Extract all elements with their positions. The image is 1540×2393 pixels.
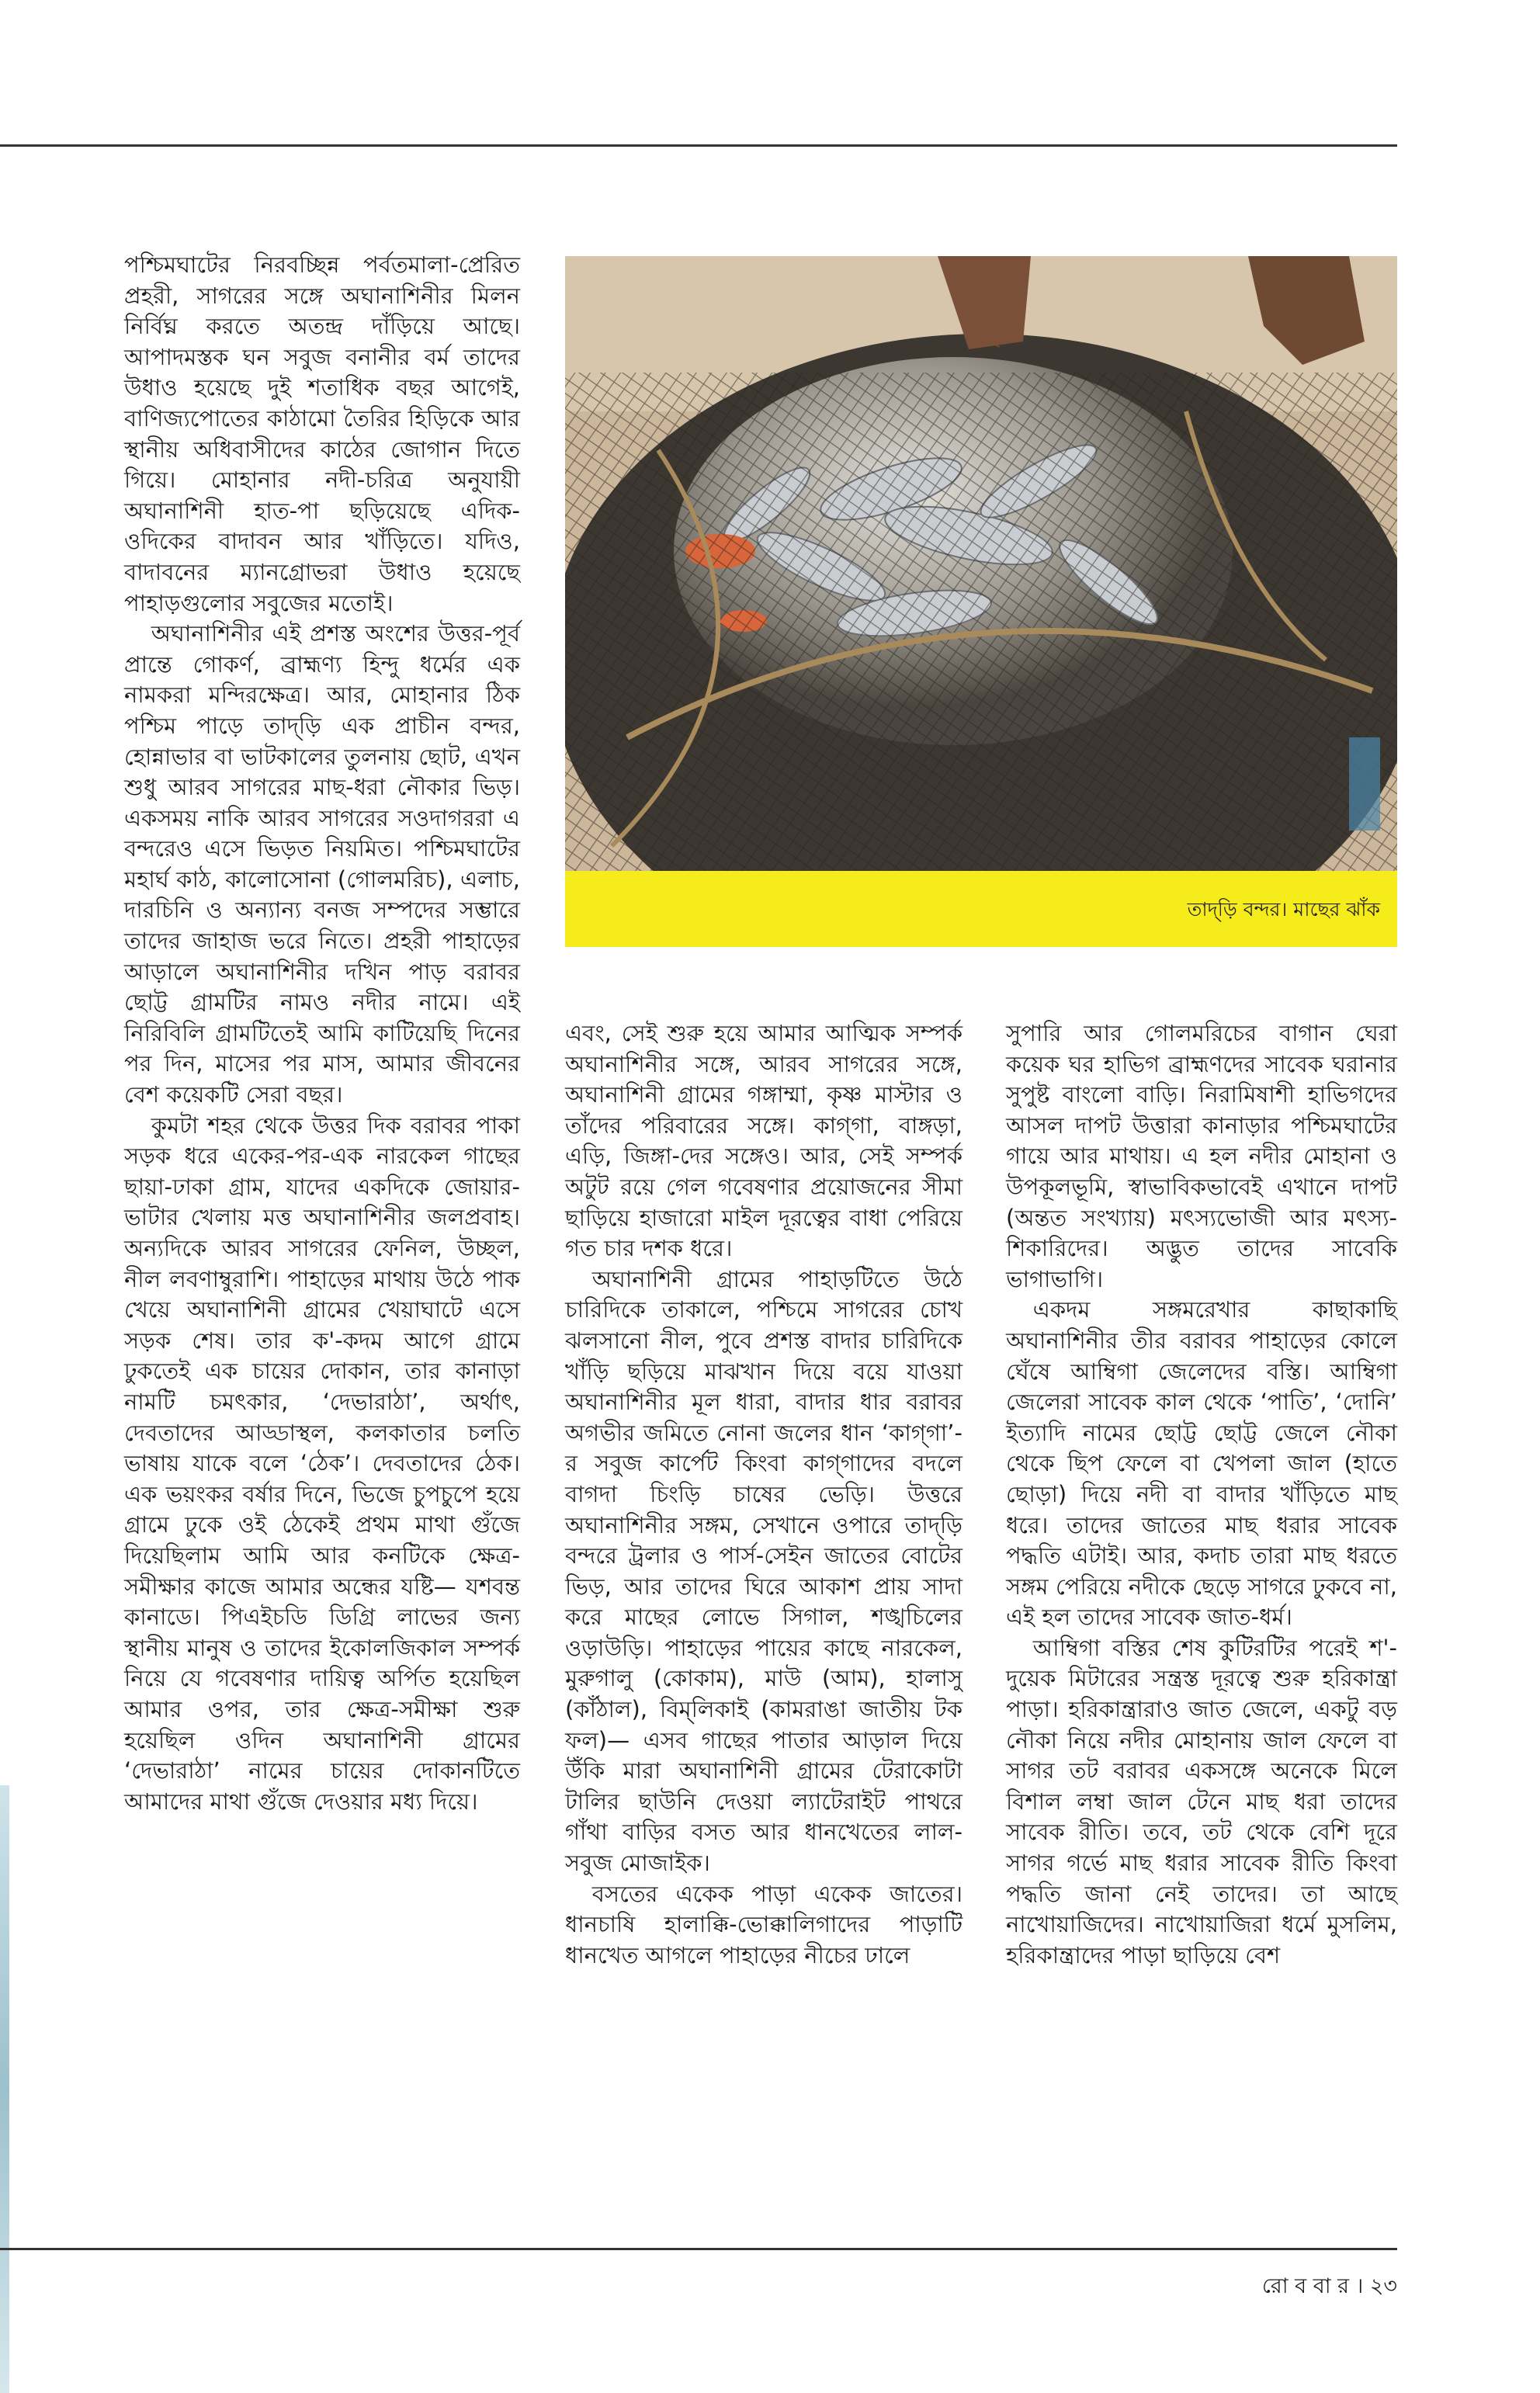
page-number: ২৩ (1369, 2274, 1397, 2298)
paragraph: আম্বিগা বস্তির শেষ কুটিরটির পরেই শ'-দুয়েক মিটারের সন্ত্রস্ত দূরত্বে শুরু হরিকান্ত্রা পাড়া। হরিকান্ত্রারাও জাত জেলে, একটু বড় নৌকা নিয়ে নদীর মোহানায় জাল ফেলে বা সাগর তট বরাবর একসঙ্গে অনেকে মিলে বিশাল লম্বা জাল টেনে মাছ ধরা তাদের সাবেক রীতি। তবে, তট থেকে বেশি দূরে সাগর গর্ভে মাছ ধরার সাবেক রীতি কিংবা পদ্ধতি জানা নেই তাদের। তা আছে নাখোয়াজিদের। নাখোয়াজিরা ধর্মে মুসলিম, হরিকান্ত্রাদের পাড়া ছাড়িয়ে বেশ (1006, 1634, 1397, 1968)
paragraph: একদম সঙ্গমরেখার কাছাকাছি অঘানাশিনীর তীর বরাবর পাহাড়ের কোলে ঘেঁষে আম্বিগা জেলেদের বস্তি। আম্বিগা জেলেরা সাবেক কাল থেকে ‘পাতি’, ‘দোনি’ ইত্যাদি নামের ছোট্ট ছোট্ট জেলে নৌকা থেকে ছিপ ফেলে বা খেপলা জাল (হাতে ছোড়া) দিয়ে নদী বা বাদার খাঁড়িতে মাছ ধরে। তাদের জাতের মাছ ধরার সাবেক পদ্ধতি এটাই। আর, কদাচ তারা মাছ ধরতে সঙ্গম পেরিয়ে নদীকে ছেড়ে সাগরে ঢুকবে না, এই হল তাদের সাবেক জাত-ধর্ম। (1006, 1296, 1397, 1631)
paragraph: অঘানাশিনী গ্রামের পাহাড়টিতে উঠে চারিদিকে তাকালে, পশ্চিমে সাগরের চোখ ঝলসানো নীল, পুবে প্রশস্ত বাদার চারিদিকে খাঁড়ি ছড়িয়ে মাঝখান দিয়ে বয়ে যাওয়া অঘানাশিনীর মূল ধারা, বাদার ধার বরাবর অগভীর জমিতে নোনা জলের ধান ‘কাগ্‌গা’-র সবুজ কার্পেট কিংবা কাগ্‌গাদের বদলে বাগদা চিংড়ি চাষের ভেড়ি। উত্তরে অঘানাশিনীর সঙ্গম, সেখানে ওপারে তাদ্‌ড়ি বন্দরে ট্রলার ও পার্স-সেইন জাতের বোটের ভিড়, আর তাদের ঘিরে আকাশ প্রায় সাদা করে মাছের লোভে সিগাল, শঙ্খচিলের ওড়াউড়ি। পাহাড়ের পায়ের কাছে নারকেল, মুরুগালু (কোকাম), মাউ (আম), হালাসু (কাঁঠাল), বিম্‌লিকাই (কামরাঙা জাতীয় টক ফল)— এসব গাছের পাতার আড়াল দিয়ে উঁকি মারা অঘানাশিনী গ্রামের টেরাকোটা টালির ছাউনি দেওয়া ল্যাটেরাইট পাথরে গাঁথা বাড়ির বসত আর ধানখেতের লাল-সবুজ মোজাইক। (565, 1265, 962, 1877)
paragraph: বসতের একেক পাড়া একেক জাতের। ধানচাষি হালাক্কি-ভোক্কালিগাদের পাড়াটি ধানখেত আগলে পাহাড়ের নীচের ঢালে (565, 1880, 962, 1968)
fish-net-image (565, 256, 1397, 947)
paragraph: সুপারি আর গোলমরিচের বাগান ঘেরা কয়েক ঘর হাভিগ ব্রাহ্মণদের সাবেক ঘরানার সুপুষ্ট বাংলো বাড়ি। নিরামিষাশী হাভিগদের আসল দাপট উত্তারা কানাড়ার পশ্চিমঘাটের গায়ে আর মাথায়। এ হল নদীর মোহানা ও উপকূলভূমি, স্বাভাবিকভাবেই এখানে দাপট (অন্তত সংখ্যায়) মৎস্যভোজী আর মৎস্য-শিকারিদের। অদ্ভুত তাদের সাবেকি ভাগাভাগি। (1006, 1020, 1397, 1292)
bottom-rule (0, 2248, 1397, 2250)
left-edge-strip (0, 1785, 9, 2393)
photo-caption: তাদ্‌ড়ি বন্দর। মাছের ঝাঁক (1187, 898, 1380, 921)
fish-catch-photo (565, 256, 1397, 947)
paragraph: কুমটা শহর থেকে উত্তর দিক বরাবর পাকা সড়ক ধরে একের-পর-এক নারকেল গাছের ছায়া-ঢাকা গ্রাম, যাদের একদিকে জোয়ার-ভাটার খেলায় মত্ত অঘানাশিনীর জলপ্রবাহ। অন্যদিকে আরব সাগরের ফেনিল, উচ্ছল, নীল লবণাম্বুরাশি। পাহাড়ের মাথায় উঠে পাক খেয়ে অঘানাশিনী গ্রামের খেয়াঘাটে এসে সড়ক শেষ। তার ক'-কদম আগে গ্রামে ঢুকতেই এক চায়ের দোকান, তার কানাড়া নামটি চমৎকার, ‘দেভারাঠা’, অর্থাৎ, দেবতাদের আড্ডাস্থল, কলকাতার চলতি ভাষায় যাকে বলে ‘ঠেক’। দেবতাদের ঠেক। এক ভয়ংকর বর্ষার দিনে, ভিজে চুপচুপে হয়ে গ্রামে ঢুকে ওই ঠেকেই প্রথম মাথা গুঁজে দিয়েছিলাম আমি আর কনটিকে ক্ষেত্র-সমীক্ষার কাজে আমার অন্ধের যষ্টি— যশবন্ত কানাডে। পিএইচডি ডিগ্রি লাভের জন্য স্থানীয় মানুষ ও তাদের ইকোলজিকাল সম্পর্ক নিয়ে যে গবেষণার দায়িত্ব অর্পিত হয়েছিল আমার ওপর, তার ক্ষেত্র-সমীক্ষা শুরু হয়েছিল ওদিন অঘানাশিনী গ্রামের ‘দেভারাঠা’ নামের চায়ের দোকানটিতে আমাদের মাথা গুঁজে দেওয়ার মধ্য দিয়ে। (124, 1112, 520, 1815)
magazine-name: রো ব বা র (1261, 2274, 1350, 2298)
top-rule (0, 144, 1397, 147)
paragraph: অঘানাশিনীর এই প্রশস্ত অংশের উত্তর-পূর্ব প্রান্তে গোকর্ণ, ব্রাহ্মণ্য হিন্দু ধর্মের এক নামকরা মন্দিরক্ষেত্র। আর, মোহানার ঠিক পশ্চিম পাড়ে তাদ্‌ড়ি এক প্রাচীন বন্দর, হোন্নাভার বা ভাটকালের তুলনায় ছোট, এখন শুধু আরব সাগরের মাছ-ধরা নৌকার ভিড়। একসময় নাকি আরব সাগরের সওদাগররা এ বন্দরেও এসে ভিড়ত নিয়মিত। পশ্চিমঘাটের মহার্ঘ কাঠ, কালোসোনা (গোলমরিচ), এলাচ, দারচিনি ও অন্যান্য বনজ সম্পদের সম্ভারে তাদের জাহাজ ভরে নিতে। প্রহরী পাহাড়ের আড়ালে অঘানাশিনীর দখিন পাড় বরাবর ছোট্ট গ্রামটির নামও নদীর নামে। এই নিরিবিলি গ্রামটিতেই আমি কাটিয়েছি দিনের পর দিন, মাসের পর মাস, আমার জীবনের বেশ কয়েকটি সেরা বছর। (124, 620, 520, 1108)
text-column-1 (124, 250, 520, 1817)
footer-separator: । (1355, 2274, 1364, 2298)
paragraph: পশ্চিমঘাটের নিরবচ্ছিন্ন পর্বতমালা-প্রেরিত প্রহরী, সাগরের সঙ্গে অঘানাশিনীর মিলন নির্বিঘ্ন করতে অতন্দ্র দাঁড়িয়ে আছে। আপাদমস্তক ঘন সবুজ বনানীর বর্ম তাদের উধাও হয়েছে দুই শতাধিক বছর আগেই, বাণিজ্যপোতের কাঠামো তৈরির হিড়িকে আর স্থানীয় অধিবাসীদের কাঠের জোগান দিতে গিয়ে। মোহানার নদী-চরিত্র অনুযায়ী অঘানাশিনী হাত-পা ছড়িয়েছে এদিক-ওদিকের বাদাবন আর খাঁড়িতে। যদিও, বাদাবনের ম্যানগ্রোভরা উধাও হয়েছে পাহাড়গুলোর সবুজের মতোই। (124, 251, 520, 616)
text-column-3 (1006, 1018, 1397, 1971)
page-footer (1262, 2270, 1397, 2305)
paragraph: এবং, সেই শুরু হয়ে আমার আত্মিক সম্পর্ক অঘানাশিনীর সঙ্গে, আরব সাগরের সঙ্গে, অঘানাশিনী গ্রামের গঙ্গাম্মা, কৃষ্ণ মাস্টার ও তাঁদের পরিবারের সঙ্গে। কাগ্‌গা, বাঙ্গড়া, এড়ি, জিঙ্গা-দের সঙ্গেও। আর, সেই সম্পর্ক অটুট রয়ে গেল গবেষণার প্রয়োজনের সীমা ছাড়িয়ে হাজারো মাইল দূরত্বের বাধা পেরিয়ে গত চার দশক ধরে। (565, 1020, 962, 1262)
text-column-2 (565, 1018, 962, 1971)
caption-bar (565, 871, 1397, 947)
